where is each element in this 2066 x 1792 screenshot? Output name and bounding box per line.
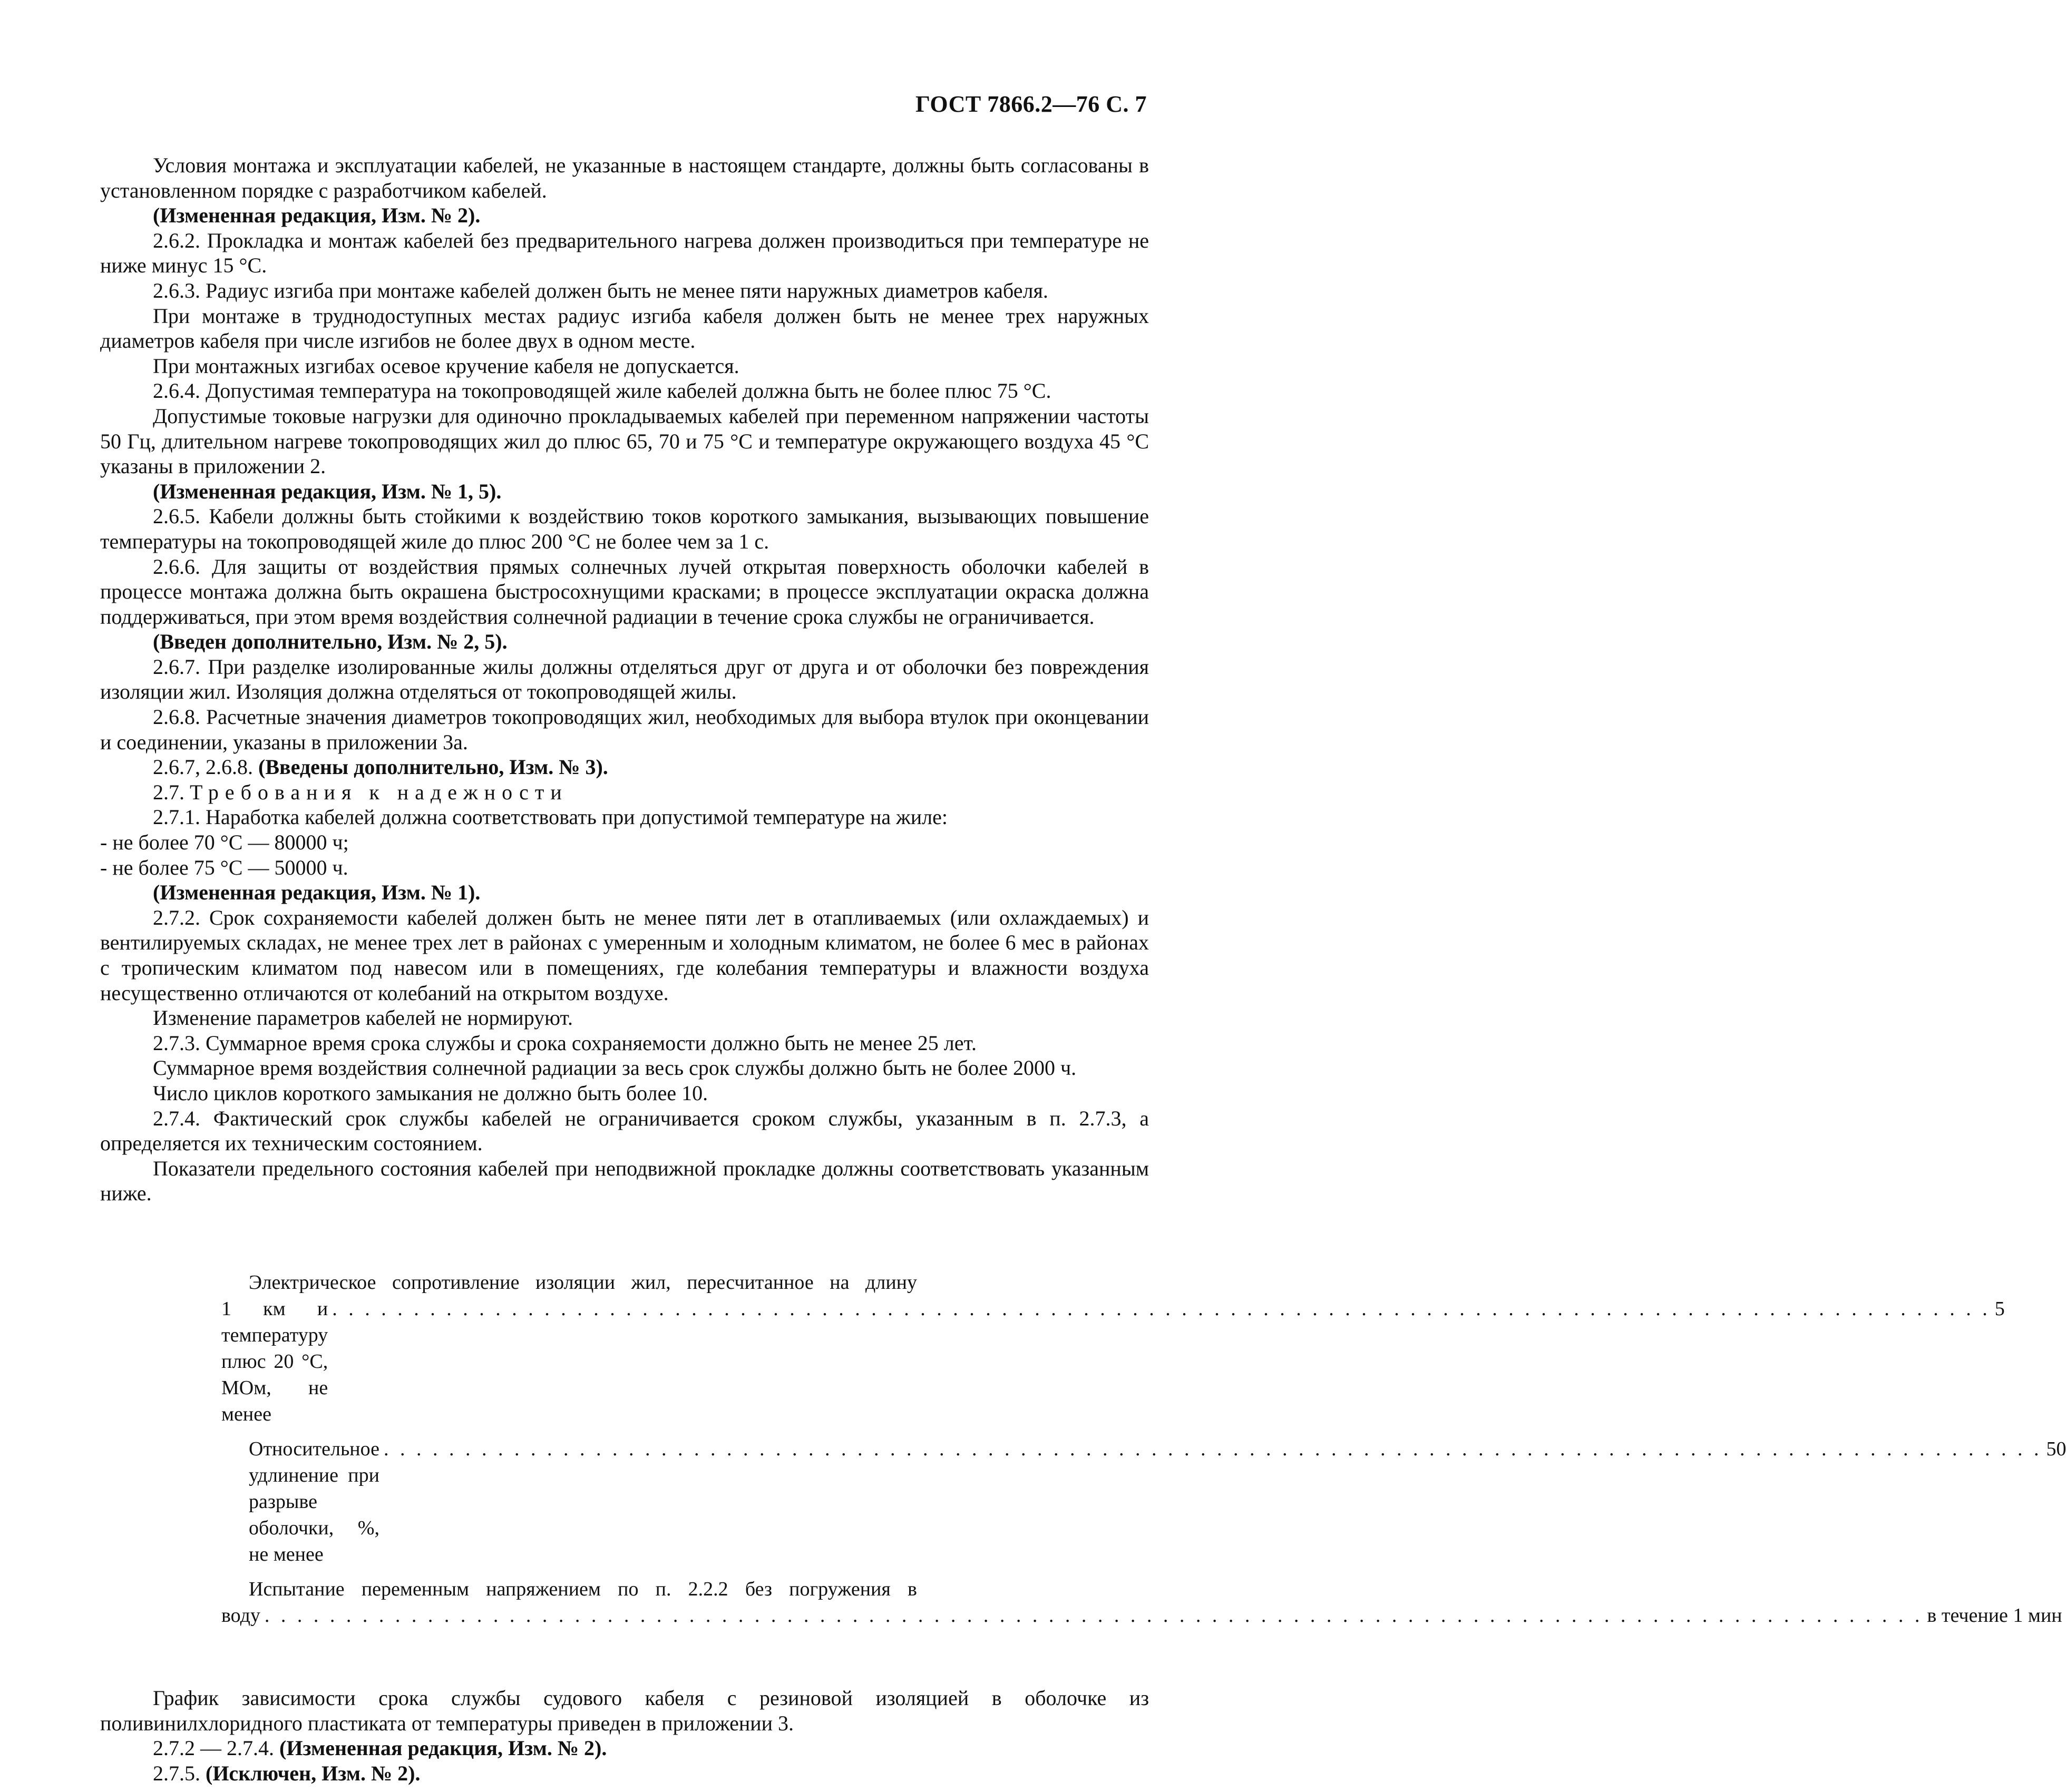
section-title: Требования к надежности [190,780,568,804]
amendment-note [100,479,1149,504]
indicator-label: Относительное удлинение при разрыве оболочки, %, не менее [249,1437,379,1565]
indicator-label: Электрическое сопротивление изоляции жил, пересчитанное на длину [249,1271,917,1294]
paragraph-2-7-2: 2.7.2. Срок сохраняемости кабелей должен быть не менее пяти лет в отапливаемых (или охлаждаемых) и вентилируемых складах, не менее трех лет в районах с умеренным и холодным климатом, не более 6 мес в районах с тропическим климатом под навесом или в помещениях, где колебания температуры и влажности воздуха несущественно отличаются от колебаний на открытом воздухе. [100,905,1149,1005]
indicator-value: 50 [2046,1437,2066,1460]
amendment-prefix: 2.7.2 — 2.7.4. [153,1736,279,1760]
document-body [100,153,2066,1786]
indicator-label: 1 км и температуру плюс 20 °С, МОм, не менее [221,1297,328,1425]
indicators-list [100,1269,2066,1629]
amendment-bold: (Измененная редакция, Изм. № 2). [279,1736,607,1760]
amendment-note [100,1736,1149,1761]
indicator-row [100,1576,1149,1602]
amendment-prefix: 2.6.7, 2.6.8. [153,755,258,779]
amendment-note [100,1761,1149,1786]
paragraph: Суммарное время воздействия солнечной радиации за весь срок службы должно быть не более 2000 ч. [153,1056,1077,1080]
leader-dots: . . . . . . . . . . . . . . . . . . . . . . . . . . . . . . . . . . . . . . . . . . . . . . . . . . . . . . . . . . . . . . . . . . . . . . . . . . . . . . . . . . . . . . . . . . . . . . . . . . . . . . [264,1604,1923,1627]
paragraph: При монтажных изгибах осевое кручение кабеля не допускается. [153,354,739,378]
paragraph: Допустимые токовые нагрузки для одиночно прокладываемых кабелей при переменном напряжении частоты 50 Гц, длительном нагреве токопроводящих жил до плюс 65, 70 и 75 °С и температуре окружающего воздуха 45 °С указаны в приложении 2. [100,404,1149,478]
page-header: ГОСТ 7866.2—76 С. 7 [915,91,1147,117]
amendment-note [100,203,1149,228]
section-heading [100,780,1149,805]
paragraph-2-7-3: 2.7.3. Суммарное время срока службы и срока сохраняемости должно быть не менее 25 лет. [153,1031,977,1055]
amendment-bold: (Измененная редакция, Изм. № 1, 5). [153,479,502,503]
paragraph: График зависимости срока службы судового кабеля с резиновой изоляцией в оболочке из поливинилхлоридного пластиката от температуры приведен в приложении 3. [100,1686,1149,1735]
indicator-label: Испытание переменным напряжением по п. 2.2.2 без погружения в [249,1578,917,1600]
paragraph-2-7-4: 2.7.4. Фактический срок службы кабелей не ограничивается сроком службы, указанным в п. 2.7.3, а определяется их техническим состоянием. [100,1106,1149,1156]
amendment-note [100,629,1149,654]
paragraph-2-6-5: 2.6.5. Кабели должны быть стойкими к воздействию токов короткого замыкания, вызывающих повышение температуры на токопроводящей жиле до плюс 200 °С не более чем за 1 с. [100,504,1149,553]
paragraph: Изменение параметров кабелей не нормируют. [153,1006,573,1030]
section-number: 2.7. [153,780,190,804]
closing-section [100,1686,1149,1786]
amendment-bold: (Измененная редакция, Изм. № 2). [153,203,481,228]
amendment-note [100,755,1149,780]
leader-dots: . . . . . . . . . . . . . . . . . . . . . . . . . . . . . . . . . . . . . . . . . . . . . . . . . . . . . . . . . . . . . . . . . . . . . . . . . . . . . . . . . . . . . . . . . . . . . . . . . . . . . . [332,1297,1991,1320]
indicator-row [100,1602,2062,1629]
indicator-row [100,1269,1149,1296]
leader-dots: . . . . . . . . . . . . . . . . . . . . . . . . . . . . . . . . . . . . . . . . . . . . . . . . . . . . . . . . . . . . . . . . . . . . . . . . . . . . . . . . . . . . . . . . . . . . . . . . . . . . . . [383,1437,2042,1460]
amendment-prefix: 2.7.5. [153,1761,206,1785]
paragraph-2-6-8: 2.6.8. Расчетные значения диаметров токопроводящих жил, необходимых для выбора втулок при оконцевании и соединении, указаны в приложении 3а. [100,705,1149,754]
paragraph: Число циклов короткого замыкания не должно быть более 10. [153,1081,708,1105]
amendment-bold: (Измененная редакция, Изм. № 1). [153,880,481,905]
paragraph-2-6-7: 2.6.7. При разделке изолированные жилы должны отделяться друг от друга и от оболочки без повреждения изоляции жил. Изоляция должна отделяться от токопроводящей жилы. [100,654,1149,704]
amendment-note [100,880,1149,905]
paragraph-2-6-4: 2.6.4. Допустимая температура на токопроводящей жиле кабелей должна быть не более плюс 75 °С. [153,379,1051,403]
paragraph: Показатели предельного состояния кабелей при неподвижной прокладке должны соответствовать указанным ниже. [100,1156,1149,1206]
list-item: - не более 70 °С — 80000 ч; [100,830,349,855]
paragraph-2-6-3: 2.6.3. Радиус изгиба при монтаже кабелей должен быть не менее пяти наружных диаметров кабеля. [153,278,1048,302]
paragraph-2-6-2: 2.6.2. Прокладка и монтаж кабелей без предварительного нагрева должен производиться при температуре не ниже минус 15 °С. [100,228,1149,278]
paragraph-2-6-6: 2.6.6. Для защиты от воздействия прямых солнечных лучей открытая поверхность оболочки кабелей в процессе монтажа должна быть окрашена быстросохнущими красками; в процессе эксплуатации окраска должна поддерживаться, при этом время воздействия солнечной радиации в течение срока службы не ограничивается. [100,554,1149,629]
amendment-bold: (Исключен, Изм. № 2). [206,1761,421,1785]
indicator-label: воду [221,1604,260,1627]
indicator-value: 5 [1994,1297,2005,1320]
amendment-bold: (Введены дополнительно, Изм. № 3). [258,755,608,779]
paragraph-2-7-1: 2.7.1. Наработка кабелей должна соответствовать при допустимой температуре на жиле: [153,805,948,829]
indicator-value: в течение 1 мин [1927,1604,2062,1627]
amendment-bold: (Введен дополнительно, Изм. № 2, 5). [153,630,508,654]
paragraph: Условия монтажа и эксплуатации кабелей, не указанные в настоящем стандарте, должны быть согласованы в установленном порядке с разработчиком кабелей. [100,153,1149,202]
paragraph: При монтаже в труднодоступных местах радиус изгиба кабеля должен быть не менее трех наружных диаметров кабеля при числе изгибов не более двух в одном месте. [100,303,1149,353]
list-item: - не более 75 °С — 50000 ч. [100,855,348,879]
indicator-row [100,1436,2066,1568]
indicator-row [100,1296,2005,1427]
